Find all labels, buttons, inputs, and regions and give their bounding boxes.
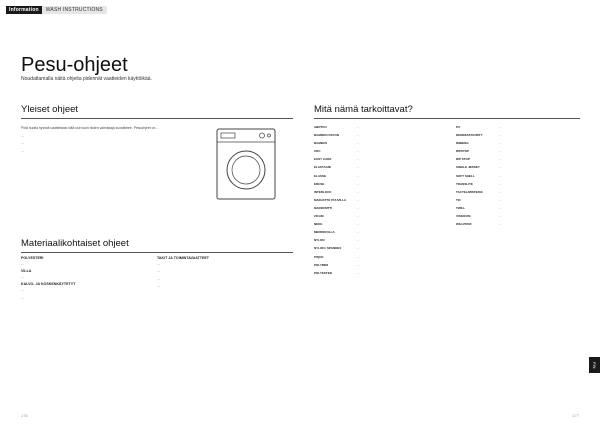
glossary-term: NYLON / SPANDEX [314,246,342,251]
header-tags [6,6,107,14]
glossary-entry [456,134,582,138]
language-tab: FIN [589,357,600,373]
glossary-description: … [498,222,501,227]
glossary-entry [456,158,582,162]
glossary-term: VISKOOSI [456,214,471,219]
glossary-term: TWILL [456,205,466,210]
material-title: TAKIT JA TOIMINTAVAATTEET [157,256,209,260]
glossary-entry [314,175,440,179]
glossary-entry [314,191,440,195]
glossary-description: … [498,205,501,210]
glossary-term: TRANSLITE [456,181,473,186]
glossary-description: … [356,205,359,210]
glossary-term: NYLON [314,238,325,243]
material-text: … [21,287,25,292]
glossary-description: … [356,246,359,251]
glossary-description: … [498,149,501,154]
glossary-description: … [356,189,359,194]
glossary-description: … [356,238,359,243]
glossary-term: DEMREST/DURITY [456,133,483,138]
glossary-term: ABRTOU [314,125,327,129]
general-heading: Yleiset ohjeet [21,104,293,119]
glossary-entry [456,215,582,219]
glossary-description: … [498,214,501,219]
material-block [21,282,149,292]
glossary-description: … [356,181,359,186]
glossary-term: MERINOVILLA [314,230,335,235]
material-text: … [157,261,161,266]
glossary-term: BAMBUS [314,141,328,146]
glossary-entry [456,183,582,187]
glossary-term: RIPSTOP [456,149,470,154]
page-title: Pesu-ohjeet [21,54,128,76]
general-text [21,126,209,156]
material-block [21,269,149,279]
glossary-entry [456,142,582,146]
glossary-entry [314,134,440,138]
material-block [157,269,295,274]
glossary-term: ZICAM [314,214,324,219]
glossary-description: … [356,270,359,275]
glossary-description: … [356,157,359,162]
page-number-right: 177 [572,413,579,418]
glossary-entry [314,223,440,227]
glossary-entry [314,158,440,162]
glossary-heading: Mitä nämä tarkoittavat? [314,104,580,119]
glossary-column-1 [314,126,440,280]
glossary-description: … [356,149,359,154]
material-block [157,277,295,282]
material-text: … [157,269,161,274]
material-title: POLYESTERI [21,256,44,260]
page-number-left: 176 [21,413,28,418]
materials-left-column [21,256,149,303]
glossary-description: … [498,165,501,170]
glossary-term: RIP STOP [456,157,470,162]
material-text: … [21,295,25,300]
glossary-entry [456,126,582,130]
glossary-entry [314,183,440,187]
glossary-entry [314,239,440,243]
glossary-entry [314,231,440,235]
glossary-entry [314,199,440,203]
glossary-description: … [498,197,501,202]
material-block [21,256,149,266]
material-block [21,296,149,301]
general-paragraph: Pidä huolta hyvistä vaatteistasi siltä osin kuin niiden valmistaja suosittelee. Pesuohjeet on… [21,126,159,130]
subsection-tag: WASH INSTRUCTIONS [42,6,107,14]
glossary-entry [456,150,582,154]
glossary-entry [314,126,440,130]
glossary-description: … [498,157,501,162]
glossary-description: … [356,125,359,129]
glossary-entry [456,166,582,170]
glossary-entry [314,215,440,219]
glossary-description: … [498,173,501,178]
general-paragraph: … [21,148,25,153]
glossary-term: SOFT SHELL [456,173,475,178]
glossary-term: TACTEL/MISTERIA [456,189,483,194]
glossary-entry [314,256,440,260]
glossary-entry [314,207,440,211]
glossary-entry [456,191,582,195]
glossary-description: … [498,189,501,194]
glossary-description: … [356,230,359,235]
material-text: … [21,274,25,279]
washing-machine-icon [216,128,276,200]
material-block [157,284,295,289]
glossary-description: … [498,141,501,146]
glossary-term: POLYESTER [314,270,332,275]
page-subtitle: Noudattamalla näitä ohjeita pidennät vaatteiden käyttöikää. [21,76,152,82]
material-text: … [21,261,25,266]
glossary-term: MARJATTO PUUVILLA [314,197,347,202]
glossary-entry [314,142,440,146]
glossary-description: … [356,165,359,170]
glossary-term: INTERLOCK [314,189,332,194]
glossary-description: … [356,133,359,138]
glossary-term: PU [456,125,461,129]
glossary-term: EASY CARE [314,157,332,162]
glossary-entry [314,264,440,268]
glossary-term: WILLPROF [456,222,472,227]
glossary-term: POLYMIDI [314,262,329,267]
glossary-entry [314,272,440,276]
glossary-entry [456,223,582,227]
glossary-term: ELASSE [314,173,327,178]
section-tag: Information [6,6,42,14]
material-title: KALVO- JA KOSKENKÄYTETYT [21,282,76,287]
glossary-term: CRC [314,149,321,154]
glossary-description: … [356,141,359,146]
glossary-description: … [356,262,359,267]
glossary-term: ELASTAANI [314,165,331,170]
glossary-term: SINGLE JERSEY [456,165,480,170]
material-text: … [157,284,161,289]
glossary-entry [314,247,440,251]
glossary-column-2 [456,126,582,231]
glossary-description: … [356,173,359,178]
material-title: VILLA [21,269,32,274]
glossary-description: … [498,181,501,186]
glossary-term: ERUSE [314,181,325,186]
glossary-description: … [498,133,501,138]
materials-heading: Materiaalikohtaiset ohjeet [21,238,293,253]
glossary-description: … [356,222,359,227]
material-block [157,256,295,266]
glossary-description: … [356,197,359,202]
glossary-term: BAMBOO RAYON [314,133,340,138]
glossary-term: NEKE [314,222,323,227]
general-paragraph: … [21,133,25,138]
glossary-term: MARDCMTTI [314,205,333,210]
glossary-description: … [356,254,359,259]
glossary-entry [314,166,440,170]
general-paragraph: … [21,141,25,146]
glossary-description: … [356,214,359,219]
materials-right-column [157,256,295,292]
glossary-term: PIQUE [314,254,324,259]
glossary-entry [456,207,582,211]
glossary-description: … [498,125,501,129]
glossary-term: TIC [456,197,461,202]
glossary-entry [456,175,582,179]
glossary-entry [314,150,440,154]
glossary-entry [456,199,582,203]
material-text: … [157,276,161,281]
glossary-term: RIBBING [456,141,469,146]
